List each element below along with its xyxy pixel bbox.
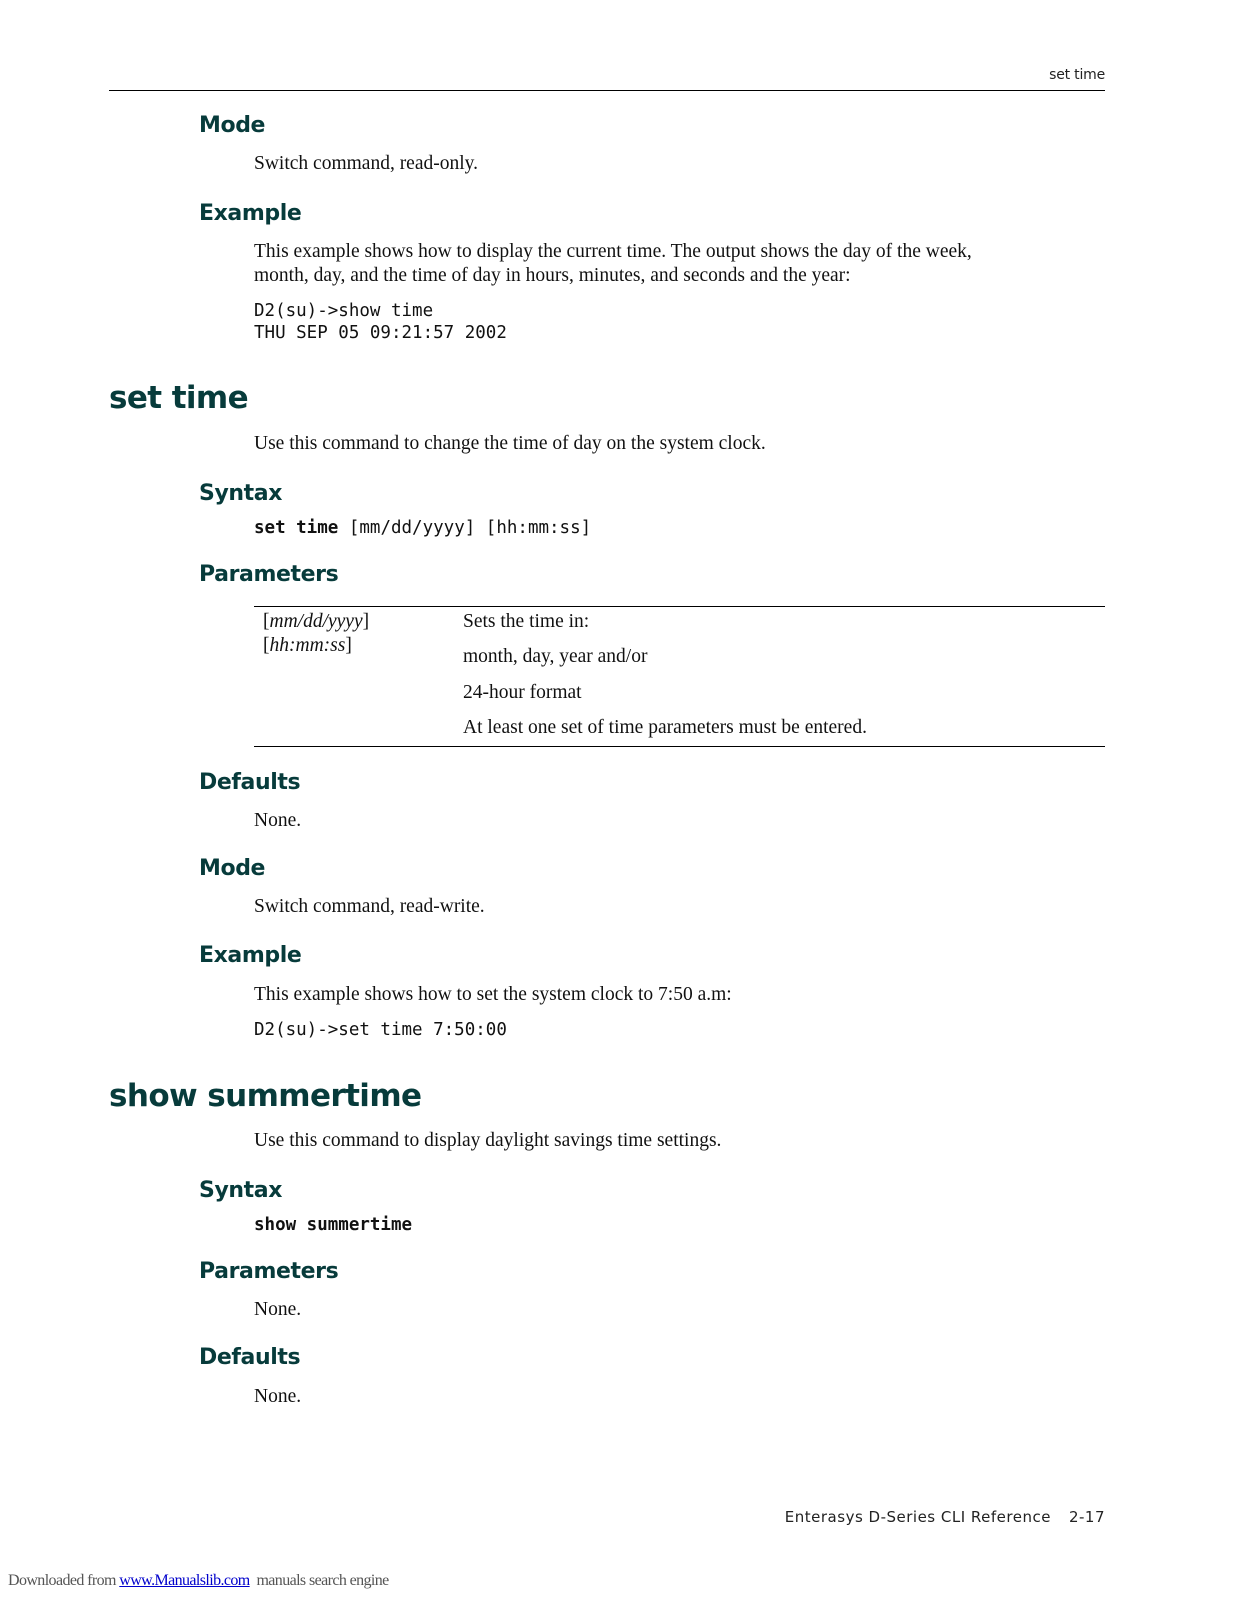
defaults-text: None. bbox=[254, 810, 302, 831]
running-head: set time bbox=[1049, 67, 1105, 83]
param-bracket: ] bbox=[345, 635, 352, 656]
param-desc-line: Sets the time in: bbox=[463, 611, 590, 632]
show-summertime-intro: Use this command to display daylight savings time settings. bbox=[254, 1130, 722, 1151]
syntax-line bbox=[254, 1215, 412, 1235]
syntax-command: show summertime bbox=[254, 1215, 413, 1235]
table-bottom-rule bbox=[254, 746, 1105, 747]
syntax-arguments: [mm/dd/yyyy] [hh:mm:ss] bbox=[338, 518, 592, 538]
example-text-line2: month, day, and the time of day in hours, minutes, and seconds and the year: bbox=[254, 265, 851, 286]
section-title-show-summertime: show summertime bbox=[109, 1078, 422, 1114]
example-code-line1: D2(su)->show time bbox=[254, 301, 434, 321]
param-desc-line: month, day, year and/or bbox=[463, 646, 648, 667]
download-suffix: manuals search engine bbox=[249, 1572, 389, 1589]
parameters-heading: Parameters bbox=[199, 1259, 339, 1284]
example-heading: Example bbox=[199, 201, 302, 226]
param-time-name: hh:mm:ss bbox=[269, 635, 346, 656]
manualslib-link[interactable]: www.Manualslib.com bbox=[119, 1572, 250, 1589]
param-bracket: [ bbox=[263, 611, 270, 632]
page-footer bbox=[785, 1508, 1105, 1526]
parameters-heading: Parameters bbox=[199, 562, 339, 587]
syntax-command: set time bbox=[254, 518, 339, 538]
mode-heading: Mode bbox=[199, 113, 266, 138]
defaults-heading: Defaults bbox=[199, 1345, 301, 1370]
param-time bbox=[263, 635, 352, 657]
mode-text: Switch command, read-write. bbox=[254, 896, 485, 917]
param-desc-line: 24-hour format bbox=[463, 682, 582, 703]
param-desc-line: At least one set of time parameters must be entered. bbox=[463, 717, 867, 738]
set-time-intro: Use this command to change the time of day on the system clock. bbox=[254, 433, 766, 454]
mode-text: Switch command, read-only. bbox=[254, 153, 479, 174]
example-heading: Example bbox=[199, 943, 302, 968]
syntax-heading: Syntax bbox=[199, 1178, 283, 1203]
param-date-name: mm/dd/yyyy bbox=[269, 611, 363, 632]
example-code-line2: THU SEP 05 09:21:57 2002 bbox=[254, 323, 507, 343]
param-date bbox=[263, 611, 369, 633]
section-title-set-time: set time bbox=[109, 380, 249, 416]
syntax-line bbox=[254, 518, 591, 538]
header-rule bbox=[109, 90, 1105, 91]
syntax-heading: Syntax bbox=[199, 481, 283, 506]
table-top-rule bbox=[254, 606, 1105, 607]
example-text-line1: This example shows how to display the current time. The output shows the day of the week, bbox=[254, 241, 972, 262]
defaults-heading: Defaults bbox=[199, 770, 301, 795]
download-prefix: Downloaded from bbox=[8, 1572, 120, 1589]
example-text: This example shows how to set the system clock to 7:50 a.m: bbox=[254, 984, 732, 1005]
page-number: 2-17 bbox=[1068, 1508, 1105, 1526]
defaults-text: None. bbox=[254, 1386, 302, 1407]
download-note bbox=[8, 1572, 389, 1590]
footer-title: Enterasys D-Series CLI Reference bbox=[784, 1508, 1051, 1526]
parameters-text: None. bbox=[254, 1299, 302, 1320]
mode-heading: Mode bbox=[199, 856, 266, 881]
example-code: D2(su)->set time 7:50:00 bbox=[254, 1020, 507, 1040]
param-bracket: ] bbox=[362, 611, 370, 632]
param-bracket: [ bbox=[263, 635, 270, 656]
